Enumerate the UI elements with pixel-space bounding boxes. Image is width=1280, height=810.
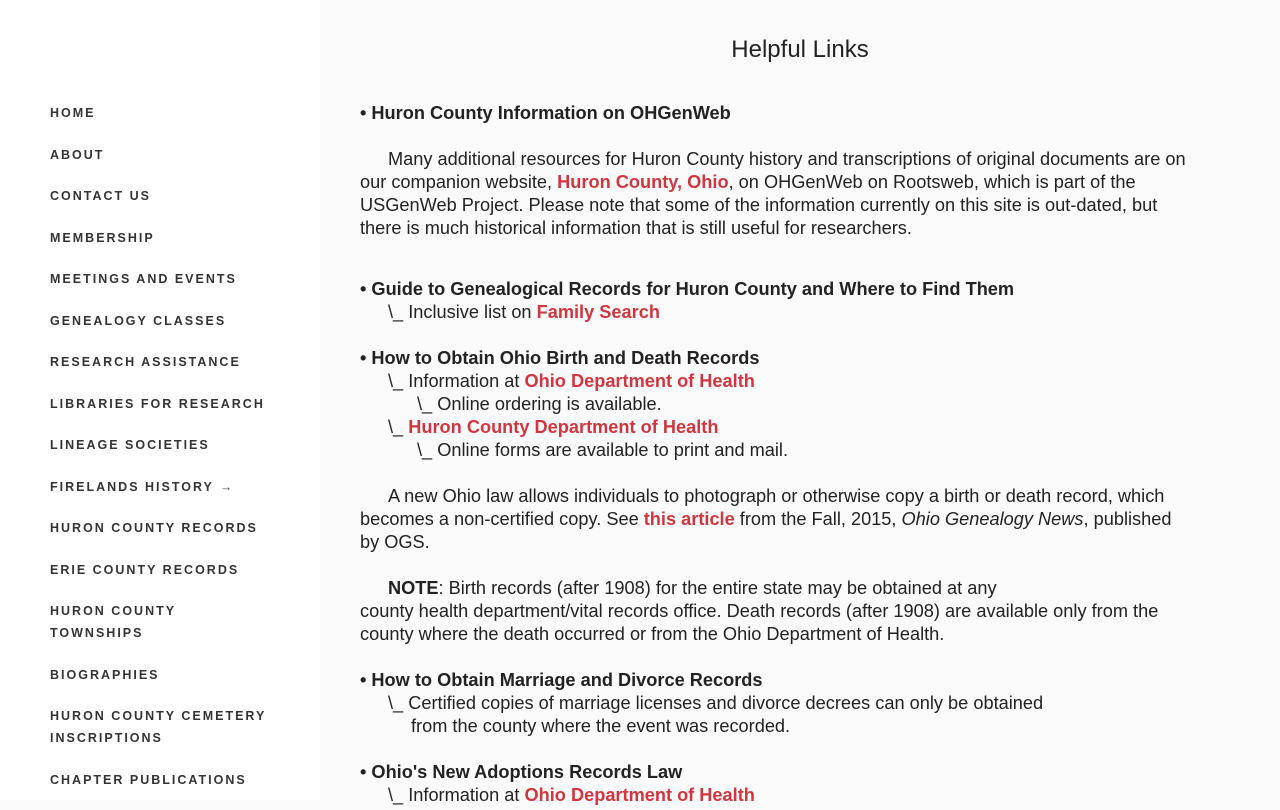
nav-item-huron-county-cemetery-inscriptions[interactable]	[50, 705, 290, 749]
text-segment: \_ Online ordering is available.	[417, 394, 662, 414]
link[interactable]: Family Search	[536, 302, 660, 322]
nav-item-chapter-publications[interactable]	[50, 769, 290, 791]
link[interactable]: this article	[643, 509, 735, 529]
spacer	[360, 240, 1260, 278]
text-line	[360, 508, 1260, 531]
nav-item-genealogy-classes[interactable]	[50, 310, 290, 332]
main-content	[320, 0, 1280, 805]
section-heading	[360, 761, 1260, 784]
text-line	[360, 715, 1260, 738]
text-segment: from the county where the event was recorded.	[411, 716, 791, 736]
text-line	[360, 194, 1260, 217]
text-segment: from the Fall, 2015,	[734, 509, 902, 529]
text-segment: USGenWeb Project. Please note that some of the information currently on this site is out-dated, but	[360, 195, 1158, 215]
nav-item-libraries-for-research[interactable]	[50, 393, 290, 415]
text-line	[360, 623, 1260, 646]
text-line	[360, 370, 1260, 393]
page-title: Helpful Links	[731, 36, 869, 63]
text-segment: : Birth records (after 1908) for the entire state may be obtained at any	[438, 578, 997, 598]
nav-item-label: GENEALOGY CLASSES	[50, 313, 227, 328]
link[interactable]: Huron County Department of Health	[408, 417, 719, 437]
text-segment: \_	[388, 417, 409, 437]
nav-item-label: LIBRARIES FOR RESEARCH	[50, 396, 265, 411]
text-segment: county where the death occurred or from the Ohio Department of Health.	[360, 624, 945, 644]
text-segment: by OGS.	[360, 532, 430, 552]
nav-item-firelands-history[interactable]	[50, 476, 290, 498]
spacer	[360, 324, 1260, 347]
text-line	[360, 600, 1260, 623]
nav-item-label: CHAPTER PUBLICATIONS	[50, 772, 247, 787]
text-segment: , on OHGenWeb on Rootsweb, which is part of the	[728, 172, 1136, 192]
nav-item-label: HOME	[50, 106, 96, 120]
nav-item-biographies[interactable]	[50, 664, 290, 686]
section-heading	[360, 669, 1260, 692]
nav-item-research-assistance[interactable]	[50, 351, 290, 373]
section-heading	[360, 347, 1260, 370]
text-segment: \_ Information at	[388, 371, 525, 391]
nav-item-label: CONTACT US	[50, 189, 152, 203]
text-line	[360, 393, 1260, 416]
nav-item-label: ERIE COUNTY RECORDS	[50, 562, 240, 577]
text-line	[360, 171, 1260, 194]
sidebar	[0, 0, 320, 800]
nav-item-label: HURON COUNTY CEMETERY INSCRIPTIONS	[50, 709, 267, 745]
nav-item-label: LINEAGE SOCIETIES	[50, 438, 210, 452]
link[interactable]: Huron County, Ohio	[557, 172, 729, 192]
text-segment: becomes a non-certified copy. See	[360, 509, 644, 529]
nav-item-label: ABOUT	[50, 147, 105, 162]
nav-item-erie-county-records[interactable]	[50, 559, 290, 581]
nav-item-label: MEETINGS AND EVENTS	[50, 272, 237, 286]
section-heading	[360, 102, 1260, 125]
text-segment: \_ Online forms are available to print and mail.	[417, 440, 789, 460]
text-segment: Ohio Genealogy News	[901, 509, 1084, 529]
text-segment: A new Ohio law allows individuals to photograph or otherwise copy a birth or death record, which	[388, 486, 1165, 506]
text-line	[360, 784, 1260, 807]
arrow-right-icon[interactable]: →	[219, 479, 233, 494]
nav-item-about[interactable]	[50, 144, 290, 166]
text-segment: • How to Obtain Ohio Birth and Death Records	[360, 348, 760, 368]
spacer	[360, 462, 1260, 485]
text-segment: there is much historical information that is still useful for researchers.	[360, 218, 912, 238]
text-line	[360, 416, 1260, 439]
text-segment: our companion website,	[360, 172, 558, 192]
text-line	[360, 577, 1260, 600]
nav-item-label: HURON COUNTY RECORDS	[50, 521, 258, 535]
text-segment: • How to Obtain Marriage and Divorce Records	[360, 670, 763, 690]
text-line	[360, 692, 1260, 715]
links-content	[360, 102, 1260, 807]
text-segment: \_ Information at	[388, 785, 525, 805]
nav-item-label: MEMBERSHIP	[50, 230, 155, 245]
text-line	[360, 217, 1260, 240]
text-line	[360, 531, 1260, 554]
text-segment: Many additional resources for Huron County history and transcriptions of original documents are on	[388, 149, 1186, 169]
text-segment: • Huron County Information on OHGenWeb	[360, 103, 731, 123]
text-line	[360, 485, 1260, 508]
spacer	[360, 554, 1260, 577]
nav-item-huron-county-townships[interactable]	[50, 600, 290, 644]
link[interactable]: Ohio Department of Health	[524, 785, 755, 805]
text-line	[360, 301, 1260, 324]
nav-item-label: RESEARCH ASSISTANCE	[50, 355, 241, 369]
nav-item-label: FIRELANDS HISTORY	[50, 479, 214, 494]
nav-item-contact-us[interactable]	[50, 185, 290, 207]
text-segment: • Guide to Genealogical Records for Huron County and Where to Find Them	[360, 279, 1015, 299]
nav-item-home[interactable]	[50, 102, 290, 124]
nav-item-membership[interactable]	[50, 227, 290, 249]
spacer	[360, 125, 1260, 148]
spacer	[360, 738, 1260, 761]
spacer	[360, 646, 1260, 669]
text-segment: NOTE	[388, 578, 439, 598]
text-segment: \_ Inclusive list on	[388, 302, 537, 322]
nav-item-meetings-and-events[interactable]	[50, 268, 290, 290]
text-segment: county health department/vital records office. Death records (after 1908) are available only from the	[360, 601, 1159, 621]
nav-item-huron-county-records[interactable]	[50, 517, 290, 539]
nav-item-lineage-societies[interactable]	[50, 434, 290, 456]
text-line	[360, 148, 1260, 171]
text-segment: , published	[1083, 509, 1172, 529]
main-nav	[50, 102, 290, 810]
text-segment: \_ Certified copies of marriage licenses and divorce decrees can only be obtained	[388, 693, 1044, 713]
nav-item-label: HURON COUNTY TOWNSHIPS	[50, 604, 177, 640]
link[interactable]: Ohio Department of Health	[524, 371, 755, 391]
section-heading	[360, 278, 1260, 301]
text-line	[360, 439, 1260, 462]
nav-item-label: BIOGRAPHIES	[50, 667, 160, 682]
text-segment: • Ohio's New Adoptions Records Law	[360, 762, 683, 782]
